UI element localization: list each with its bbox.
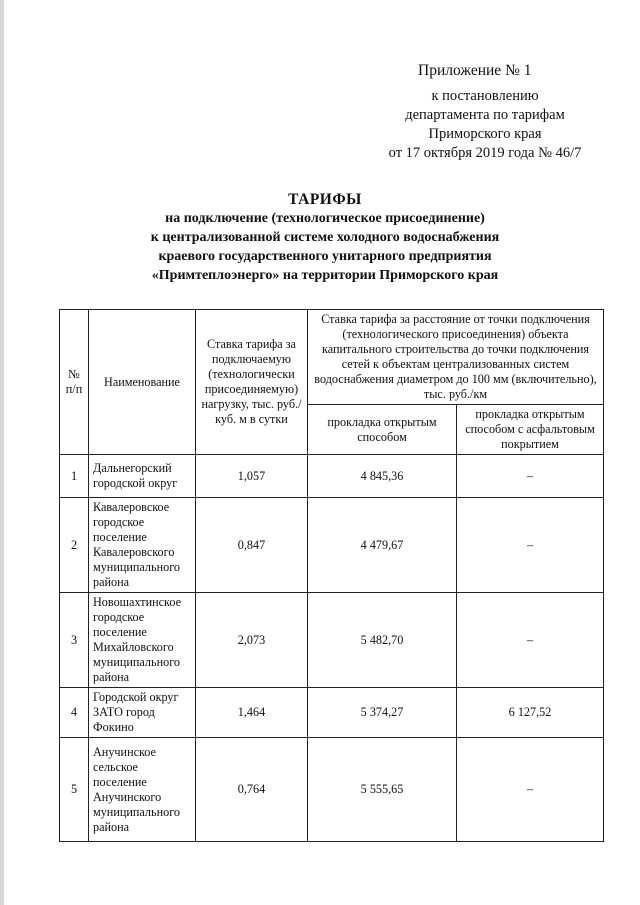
row-open: 4 479,67 bbox=[308, 498, 457, 593]
heading-line: краевого государственного унитарного предприятия bbox=[158, 249, 492, 264]
table-row bbox=[60, 738, 604, 842]
heading-line: «Примтеплоэнерго» на территории Приморского края bbox=[151, 268, 499, 283]
heading-line: к централизованной системе холодного водоснабжения bbox=[150, 230, 500, 245]
appendix-line: департамента по тарифам bbox=[405, 107, 565, 123]
row-name: Дальнегорский городской округ bbox=[89, 455, 196, 498]
row-num: 2 bbox=[60, 498, 89, 593]
appendix-reference bbox=[360, 87, 610, 163]
header-open: прокладка открытым способом bbox=[308, 405, 457, 455]
row-asphalt: – bbox=[457, 455, 604, 498]
row-num: 5 bbox=[60, 738, 89, 842]
heading-line: на подключение (технологическое присоединение) bbox=[165, 211, 485, 226]
row-asphalt: 6 127,52 bbox=[457, 688, 604, 738]
row-rate: 0,764 bbox=[196, 738, 308, 842]
header-name: Наименование bbox=[89, 310, 196, 455]
row-asphalt: – bbox=[457, 498, 604, 593]
document-title: ТАРИФЫ bbox=[288, 191, 362, 208]
row-rate: 0,847 bbox=[196, 498, 308, 593]
row-name: Новошахтинское городское поселение Михайловского муниципального района bbox=[89, 593, 196, 688]
header-asphalt: прокладка открытым способом с асфальтовым покрытием bbox=[457, 405, 604, 455]
table-row bbox=[60, 593, 604, 688]
row-open: 5 374,27 bbox=[308, 688, 457, 738]
appendix-title: Приложение № 1 bbox=[418, 62, 532, 79]
row-rate: 1,464 bbox=[196, 688, 308, 738]
table-row bbox=[60, 688, 604, 738]
row-asphalt: – bbox=[457, 738, 604, 842]
appendix-line: от 17 октября 2019 года № 46/7 bbox=[388, 145, 582, 161]
row-open: 5 555,65 bbox=[308, 738, 457, 842]
header-rate: Ставка тарифа за подключаемую (технологически присоединяемую) нагрузку, тыс. руб./куб. м в сутки bbox=[196, 310, 308, 455]
scan-edge bbox=[0, 0, 4, 905]
row-rate: 1,057 bbox=[196, 455, 308, 498]
row-open: 4 845,36 bbox=[308, 455, 457, 498]
row-num: 4 bbox=[60, 688, 89, 738]
row-name: Кавалеровское городское поселение Кавалеровского муниципального района bbox=[89, 498, 196, 593]
table-row bbox=[60, 498, 604, 593]
appendix-line: к постановлению bbox=[431, 88, 539, 104]
row-name: Анучинское сельское поселение Анучинского муниципального района bbox=[89, 738, 196, 842]
appendix-line: Приморского края bbox=[428, 126, 542, 142]
row-name: Городской округ ЗАТО город Фокино bbox=[89, 688, 196, 738]
header-row bbox=[60, 310, 604, 405]
row-open: 5 482,70 bbox=[308, 593, 457, 688]
row-rate: 2,073 bbox=[196, 593, 308, 688]
tariff-table bbox=[59, 309, 604, 842]
table-row bbox=[60, 455, 604, 498]
row-num: 1 bbox=[60, 455, 89, 498]
document-heading bbox=[40, 190, 610, 285]
row-asphalt: – bbox=[457, 593, 604, 688]
row-num: 3 bbox=[60, 593, 89, 688]
header-num: № п/п bbox=[60, 310, 89, 455]
header-distance: Ставка тарифа за расстояние от точки подключения (технологического присоединения) объекта капитального строительства до точки подключения сетей к объектам централизованных систем водоснабжения диаметром до 100 мм (включительно), тыс. руб./км bbox=[308, 310, 604, 405]
